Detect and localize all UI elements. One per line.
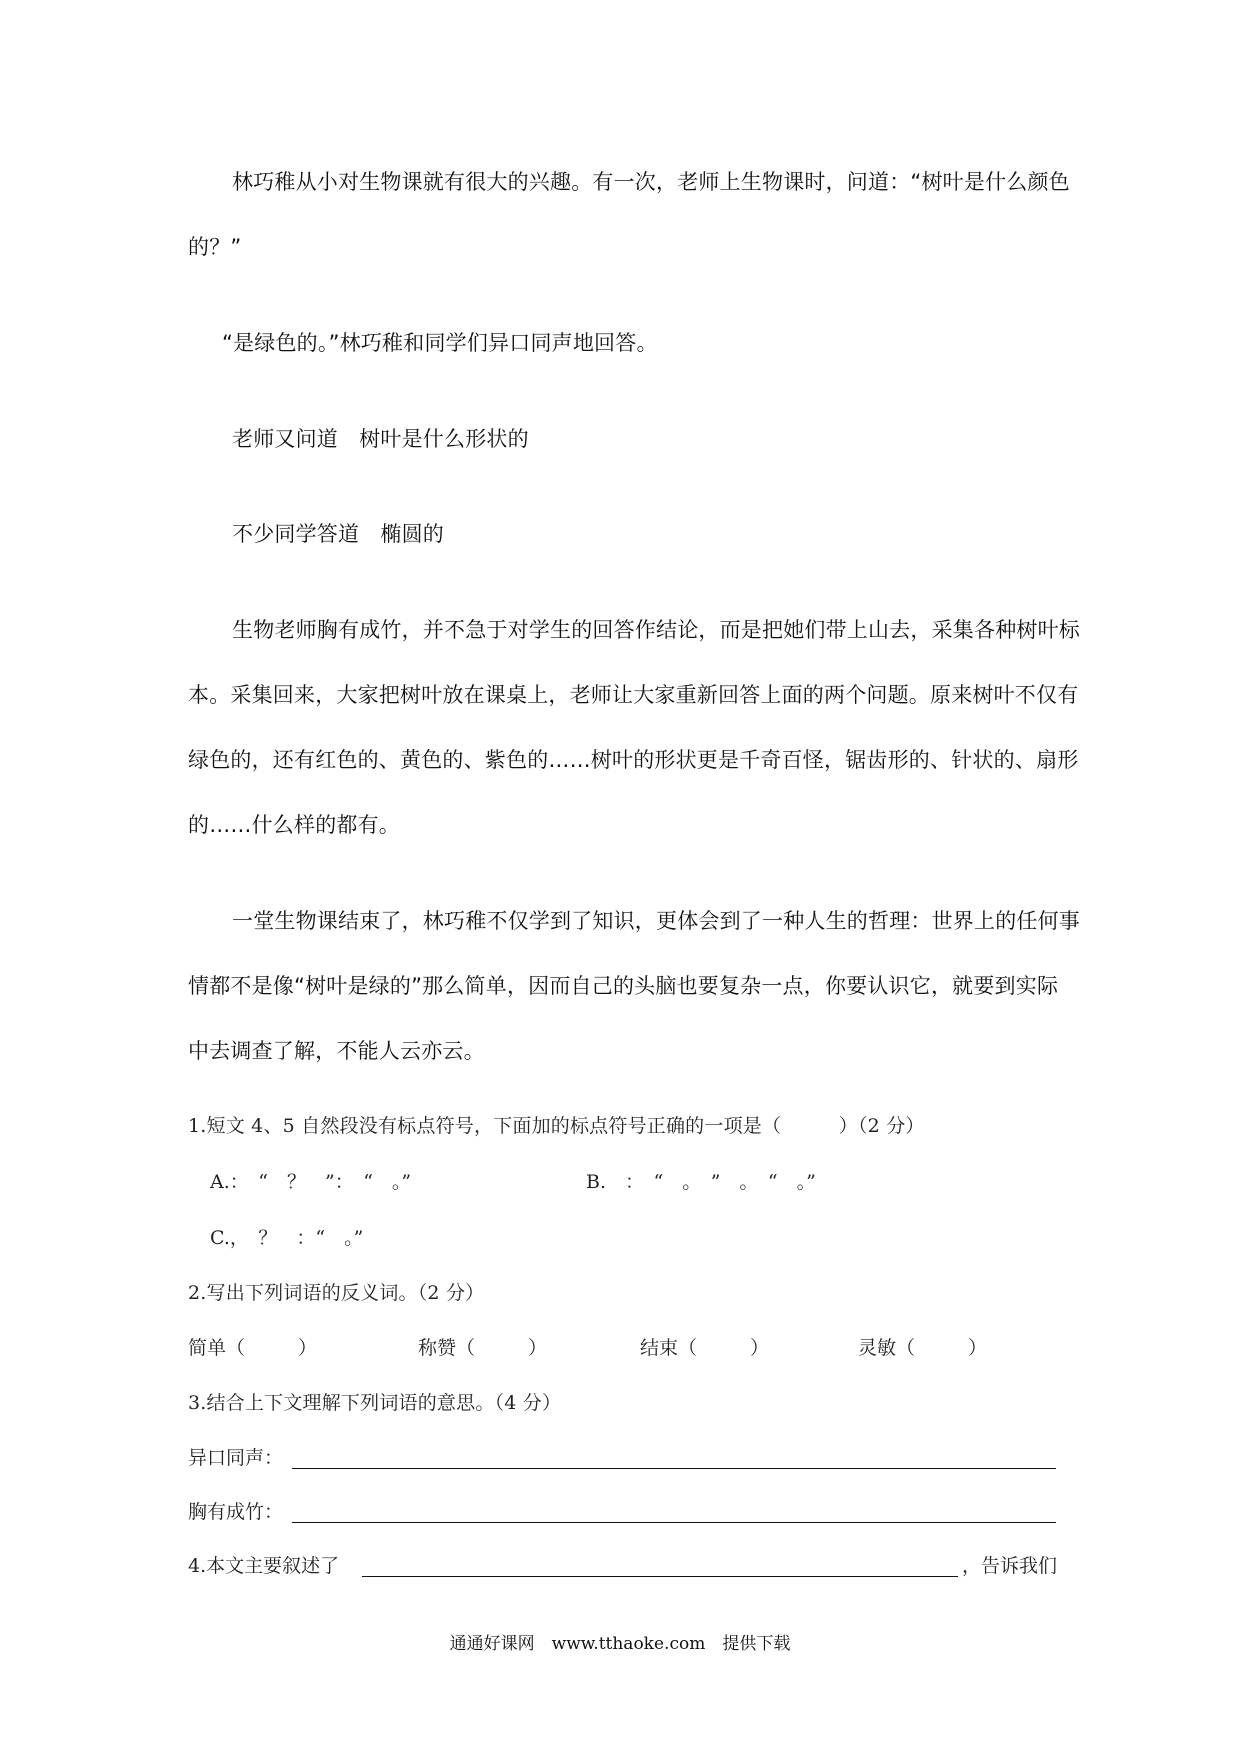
passage-p1-line2: 的？” — [188, 235, 242, 259]
antonym-item-4[interactable] — [858, 1334, 987, 1362]
question-4-answer-line[interactable] — [362, 1576, 958, 1577]
question-4-start: 4.本文主要叙述了 — [188, 1555, 340, 1577]
passage-p6-line2: 情都不是像“树叶是绿的”那么简单，因而自己的头脑也要复杂一点，你要认识它，就要到实际 — [188, 974, 1059, 998]
question-3-term-1: 异口同声： — [188, 1447, 284, 1469]
passage-p5-line4: 的……什么样的都有。 — [188, 813, 400, 837]
passage-p6-line1: 一堂生物课结束了，林巧稚不仅学到了知识，更体会到了一种人生的哲理：世界上的任何事 — [232, 909, 1080, 933]
antonym-word-4: 灵敏（ — [858, 1337, 916, 1359]
antonym-close-1: ） — [298, 1337, 318, 1359]
antonym-item-2[interactable] — [418, 1334, 547, 1362]
antonym-close-3: ） — [750, 1337, 770, 1359]
antonym-item-1[interactable] — [188, 1334, 317, 1362]
question-1-option-a[interactable]: A.： “ ？ ”： “ 。” — [210, 1171, 412, 1193]
antonym-close-4: ） — [968, 1337, 988, 1359]
passage-p5-line2: 本。采集回来，大家把树叶放在课桌上，老师让大家重新回答上面的两个问题。原来树叶不仅有 — [188, 683, 1079, 707]
passage-p3: 老师又问道 树叶是什么形状的 — [232, 427, 529, 451]
antonym-word-2: 称赞（ — [418, 1337, 476, 1359]
antonym-word-3: 结束（ — [640, 1337, 698, 1359]
question-1-text: 1.短文 4、5 自然段没有标点符号，下面加的标点符号正确的一项是（ ）（2 分） — [188, 1115, 925, 1137]
passage-p2: “是绿色的。”林巧稚和同学们异口同声地回答。 — [222, 331, 658, 355]
question-2-text: 2.写出下列词语的反义词。（2 分） — [188, 1282, 485, 1304]
question-4-end: ，告诉我们 — [962, 1555, 1058, 1577]
question-1-option-b[interactable]: B. ： “ 。 ” 。 “ 。” — [586, 1171, 816, 1193]
passage-p6-line3: 中去调查了解，不能人云亦云。 — [188, 1039, 485, 1063]
question-1-option-c[interactable]: C.， ？ ：“ 。” — [210, 1227, 364, 1249]
page-footer: 通通好课网 www.tthaoke.com 提供下载 — [449, 1634, 791, 1654]
antonym-word-1: 简单（ — [188, 1337, 246, 1359]
question-3-answer-line-2[interactable] — [292, 1522, 1056, 1523]
antonym-item-3[interactable] — [640, 1334, 769, 1362]
passage-p4: 不少同学答道 椭圆的 — [232, 522, 444, 546]
question-3-text: 3.结合上下文理解下列词语的意思。（4 分） — [188, 1392, 562, 1414]
passage-p5-line3: 绿色的，还有红色的、黄色的、紫色的……树叶的形状更是千奇百怪，锯齿形的、针状的、扇形 — [188, 748, 1079, 772]
question-3-answer-line-1[interactable] — [292, 1468, 1056, 1469]
passage-p5-line1: 生物老师胸有成竹，并不急于对学生的回答作结论，而是把她们带上山去，采集各种树叶标 — [232, 618, 1080, 642]
passage-p1-line1: 林巧稚从小对生物课就有很大的兴趣。有一次，老师上生物课时，问道：“树叶是什么颜色 — [232, 170, 1070, 194]
antonym-close-2: ） — [528, 1337, 548, 1359]
question-3-term-2: 胸有成竹： — [188, 1501, 284, 1523]
